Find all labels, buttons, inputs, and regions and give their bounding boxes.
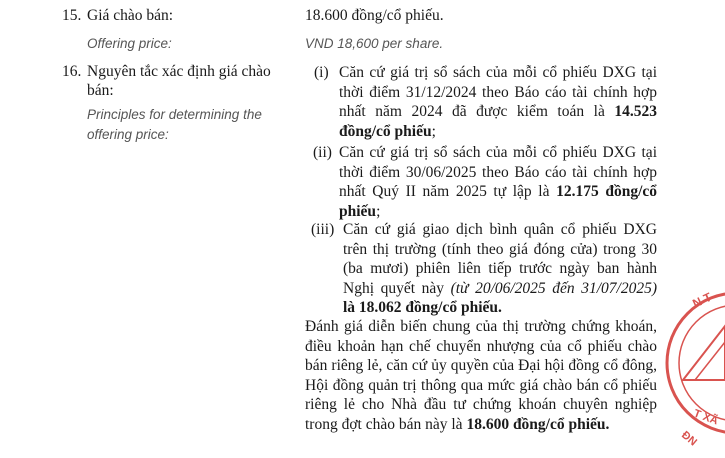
item-3-text — [343, 220, 657, 318]
item-2-tail: ; — [376, 202, 381, 220]
item-2-value: 12.175 đồng/cổ — [556, 183, 658, 201]
item-2-line-4 — [339, 202, 657, 222]
item-2-line-2: thời điểm 30/06/2025 theo Báo cáo tài chính hợp — [339, 163, 657, 181]
item-1-unit: đồng/cổ phiếu — [339, 122, 432, 140]
row-15-value-vi: 18.600 đồng/cổ phiếu. — [305, 7, 444, 24]
svg-text:ĐN: ĐN — [679, 429, 699, 449]
row-16-label-en-2: offering price: — [87, 127, 169, 142]
item-2-line-3 — [339, 182, 657, 202]
summary-price: 18.600 đồng/cổ phiếu. — [466, 415, 610, 433]
item-3-line-1: Căn cứ giá giao dịch bình quân cổ phiếu DXG — [343, 221, 657, 238]
row-15-label-en: Offering price: — [87, 36, 172, 51]
item-1-line-1: Căn cứ giá trị sổ sách của mỗi cổ phiếu DXG tại — [339, 64, 657, 81]
svg-text:N T: N T — [690, 289, 714, 311]
item-3-value: là 18.062 đồng/cổ phiếu. — [343, 299, 502, 317]
item-2-marker: (ii) — [313, 144, 332, 161]
item-1-line-3 — [339, 102, 657, 122]
item-3-date-range: (từ 20/06/2025 đến 31/07/2025) — [450, 279, 657, 297]
item-1-line-2: thời điểm 31/12/2024 theo Báo cáo tài chính hợp — [339, 83, 657, 101]
item-3-line-4 — [343, 279, 657, 299]
item-2-unit: phiếu — [339, 202, 377, 220]
item-3-line-2: trên thị trường (tính theo giá đóng cửa) trong 30 — [343, 240, 657, 258]
row-16-number: 16. — [62, 63, 82, 80]
item-1-marker: (i) — [314, 64, 329, 81]
item-1-tail: ; — [431, 122, 436, 140]
item-2-line-3-text: nhất Quý II năm 2025 tự lập là — [339, 183, 550, 201]
row-15-label-vi: Giá chào bán: — [87, 7, 174, 24]
item-1-line-4 — [339, 122, 657, 142]
item-2-text — [339, 143, 657, 221]
row-16-label-en-1: Principles for determining the — [87, 107, 262, 122]
item-1-line-3-text: nhất năm 2024 đã được kiểm toán là — [339, 103, 605, 121]
svg-text:T XÃ: T XÃ — [691, 407, 720, 428]
item-3-marker: (iii) — [311, 221, 335, 238]
item-1-text — [339, 63, 657, 141]
company-seal — [665, 268, 725, 458]
row-16-label-vi-2: bán: — [87, 82, 114, 99]
summary-text: Đánh giá diễn biến chung của thị trường chứng khoán, điều khoản hạn chế chuyển nhượng của cổ phiếu chào bán riêng lẻ, căn cứ ủy quyền của Đại hội đồng cổ đông, Hội đồng quản trị thông qua mức giá chào bán cổ phiếu riêng lẻ cho Nhà đầu tư chứng khoán chuyên nghiệp trong đợt chào bán này là — [305, 318, 657, 433]
item-3-line-3: (ba mươi) phiên liên tiếp trước ngày ban hành — [343, 260, 657, 278]
row-15-number: 15. — [62, 7, 82, 24]
item-2-line-1: Căn cứ giá trị sổ sách của mỗi cổ phiếu DXG tại — [339, 144, 657, 161]
item-3-line-5 — [343, 298, 657, 318]
summary-paragraph — [305, 317, 657, 435]
row-15-value-en: VND 18,600 per share. — [305, 36, 444, 51]
item-3-line-4-text: Nghị quyết này — [343, 279, 444, 297]
item-1-value: 14.523 — [614, 103, 658, 121]
row-16-label-vi-1: Nguyên tắc xác định giá chào — [87, 63, 271, 80]
